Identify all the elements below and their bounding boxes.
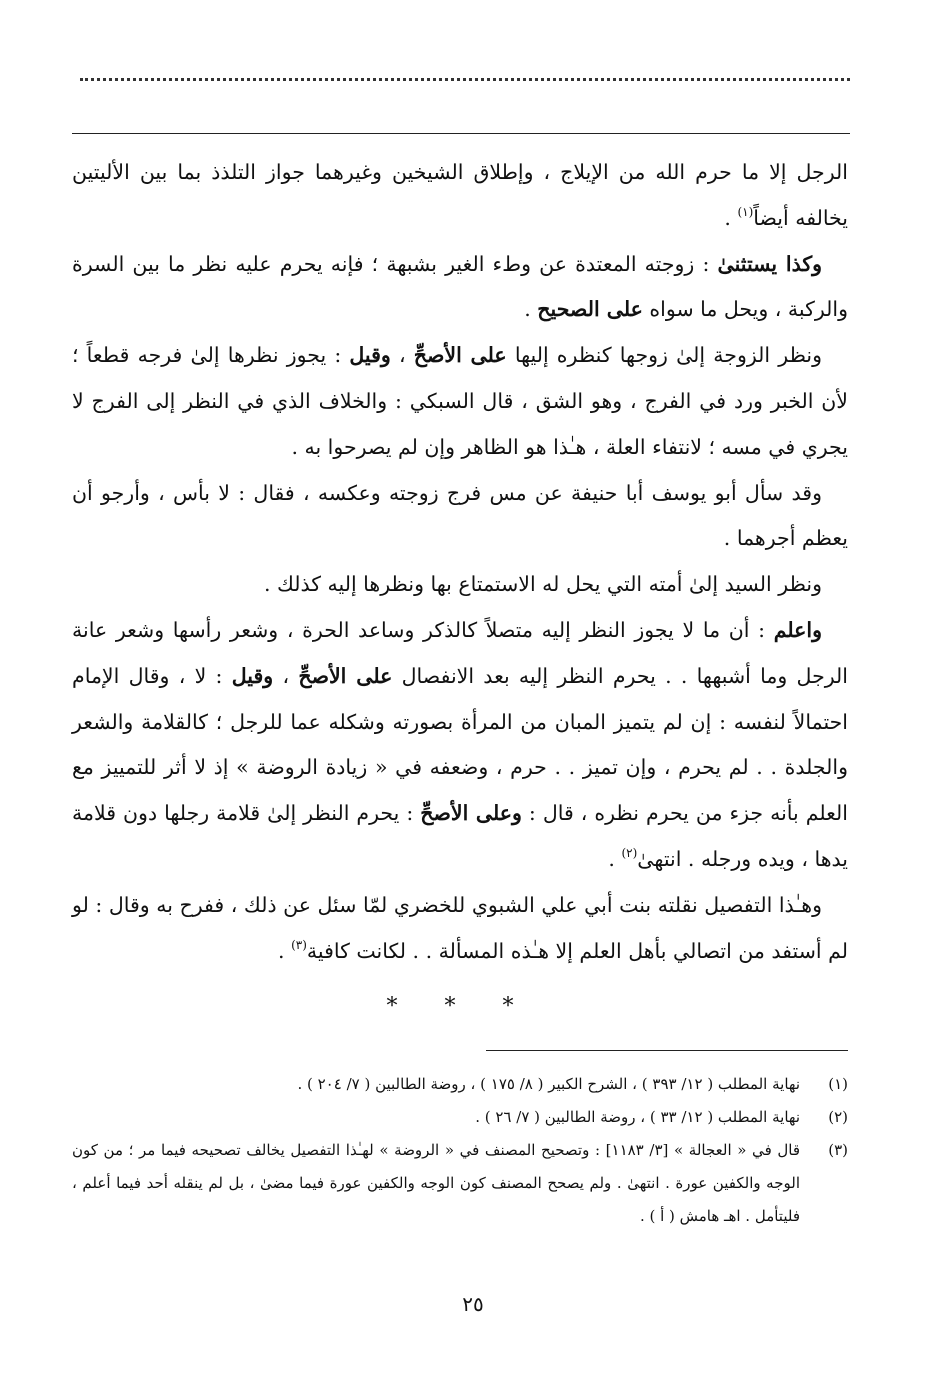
page-number: ٢٥ [462,1292,484,1316]
footnote-text: نهاية المطلب ( ١٢/ ٣٩٣ ) ، الشرح الكبير ( ٨/ ١٧٥ ) ، روضة الطالبين ( ٧/ ٢٠٤ ) . [297,1075,800,1093]
header-dotted-line [80,78,850,81]
paragraph-5: ونظر السيد إلىٰ أمته التي يحل له الاستمتاع بها ونظرها إليه كذلك . [263,572,822,597]
footnote-rule [486,1050,848,1051]
footnote-1 [72,1068,848,1101]
paragraph-6: واعلم : أن ما لا يجوز النظر إليه متصلاً كالذكر وساعد الحرة ، وشعر رأسها وشعر عانة الرجل وما أشبهها . . يحرم النظر إليه بعد الانفصال على الأصحِّ ، وقيل : لا ، وقال الإمام احتمالاً لنفسه : إن لم يتميز المبان من المرأة بصورته وشكله عما للرجل ؛ كالقلامة والشعر والجلدة . . لم يحرم ، وإن تميز . . حرم ، وضعفه في « زيادة الروضة » إذ لا أثر للتمييز مع العلم بأنه جزء من يحرم نظره ، قال : وعلى الأصحِّ : يحرم النظر إلىٰ قلامة رجلها دون قلامة يدها ، ويده ورجله . انتهىٰ$^{(٢)}$ . [72,617,849,871]
footnote-text: نهاية المطلب ( ١٢/ ٣٣ ) ، روضة الطالبين ( ٧/ ٢٦ ) . [475,1108,800,1126]
footnote-ref-2[interactable]: (٢) [621,845,638,860]
footnotes [72,1068,848,1233]
footnote-text: قال في « العجالة » [٣/ ١١٨٣] : وتصحيح المصنف في « الروضة » لهـٰذا التفصيل يخالف تصحيحه فيما مر ؛ من كون الوجه والكفين عورة . انتهىٰ . ولم يصحح المصنف كون الوجه والكفين عورة فيما مضىٰ ، بل لم ينقله أحد فيما أعلم ، فليتأمل . اهـ هامش ( أ ) . [72,1141,801,1225]
footnote-ref-3[interactable]: (٣) [291,937,307,952]
main-text [72,150,848,974]
footnote-number: (١) [828,1075,848,1093]
footnote-number: (٢) [828,1108,848,1126]
header-rule [72,133,850,134]
paragraph-2: وكذا يستثنىٰ : زوجته المعتدة عن وطء الغير بشبهة ؛ فإنه يحرم عليه نظر ما بين السرة والركبة ، ويحل ما سواه على الصحيح . [72,251,848,322]
paragraph-4: وقد سأل أبو يوسف أبا حنيفة عن مس فرج زوجته وعكسه ، فقال : لا بأس ، وأرجو أن يعظم أجرهما . [72,480,848,551]
footnote-2 [72,1101,848,1134]
footnote-3 [72,1134,848,1233]
footnote-number: (٣) [828,1141,848,1159]
section-separator: * * * [386,994,534,1019]
paragraph-3: ونظر الزوجة إلىٰ زوجها كنظره إليها على الأصحِّ ، وقيل : يجوز نظرها إلىٰ فرجه قطعاً ؛ لأن الخبر ورد في الفرج ، وهو الشق ، قال السبكي : والخلاف الذي في النظر إلى الفرج لا يجري في مسه ؛ لانتفاء العلة ، هـٰذا هو الظاهر وإن لم يصرحوا به . [72,343,848,459]
paragraph-7: وهـٰذا التفصيل نقلته بنت أبي علي الشبوي للخضري لمّا سئل عن ذلك ، ففرح به وقال : لو لم أستفد من اتصالي بأهل العلم إلا هـٰذه المسألة . . لكانت كافية$^{(٣)}$ . [72,892,848,963]
footnote-ref-1[interactable]: (١) [737,204,754,219]
paragraph-1: الرجل إلا ما حرم الله من الإيلاج ، وإطلاق الشيخين وغيرهما جواز التلذذ بما بين الأليتين يخالفه أيضاً$^{(١)}$ . [72,160,848,230]
